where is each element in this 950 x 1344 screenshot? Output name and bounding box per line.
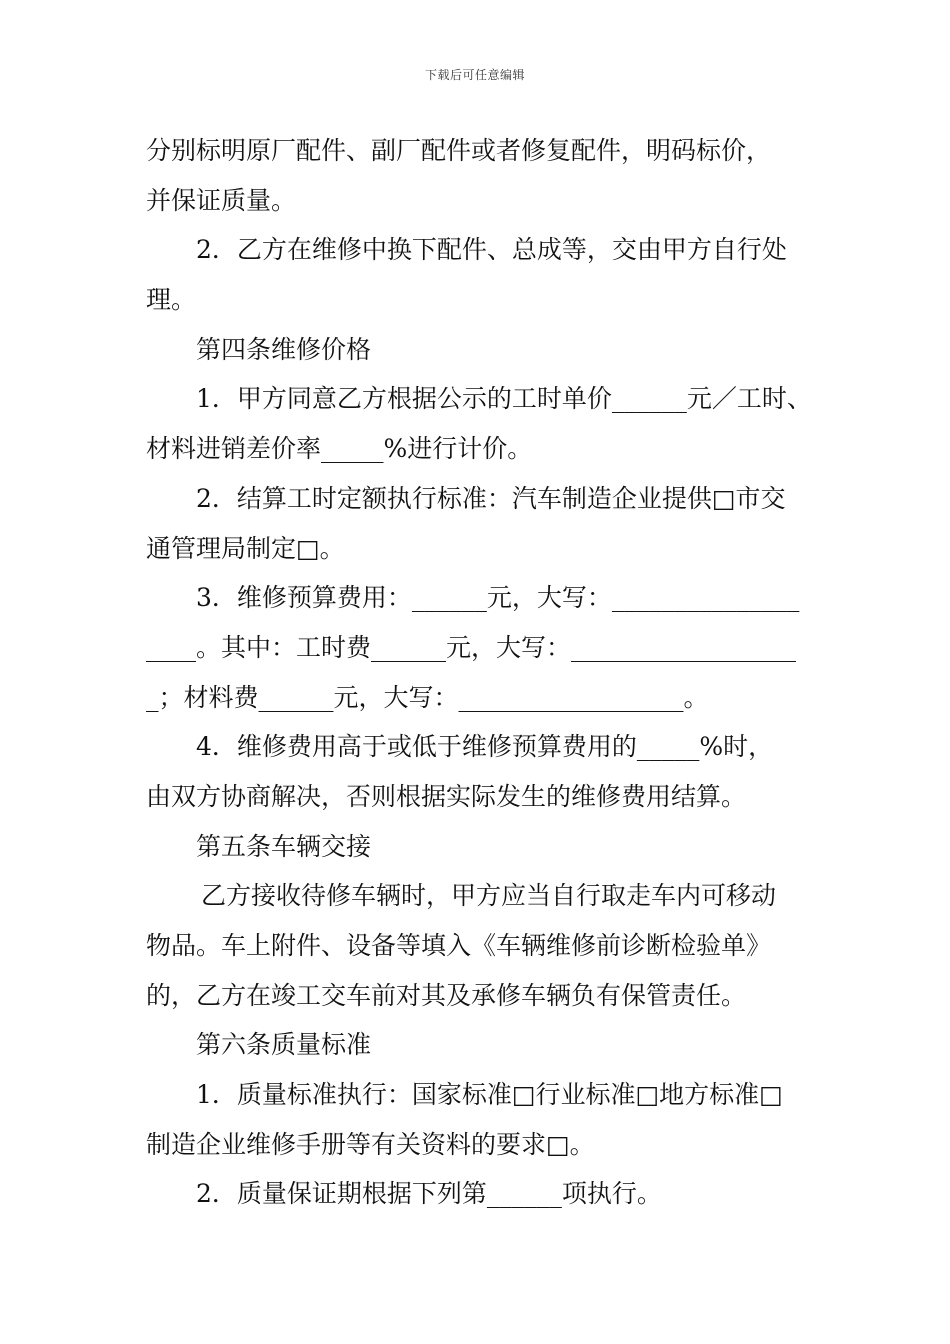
text-line: 2．结算工时定额执行标准：汽车制造企业提供□市交	[196, 483, 786, 513]
text-line: 3．维修预算费用：______元，大写：_______________	[196, 583, 800, 613]
text-line: 并保证质量。	[146, 185, 297, 215]
text-line: 物品。车上附件、设备等填入《车辆维修前诊断检验单》	[146, 931, 772, 960]
section-heading: 第六条质量标准	[196, 1030, 372, 1060]
text-line: 分别标明原厂配件、副厂配件或者修复配件，明码标价，	[146, 136, 772, 165]
text-line: 的，乙方在竣工交车前对其及承修车辆负有保管责任。	[146, 980, 747, 1010]
text-line: ____。其中：工时费______元，大写：__________________	[146, 632, 797, 662]
text-line: 材料进销差价率_____%进行计价。	[146, 434, 533, 464]
text-line: 乙方接收待修车辆时，甲方应当自行取走车内可移动	[201, 881, 777, 911]
text-line: 理。	[146, 285, 197, 315]
section-heading: 第五条车辆交接	[196, 831, 372, 861]
text-line: 通管理局制定□。	[146, 533, 345, 563]
text-line: 1．质量标准执行：国家标准□行业标准□地方标准□	[196, 1080, 783, 1110]
text-line: 1．甲方同意乙方根据公示的工时单价______元／工时、	[196, 384, 812, 414]
text-line: 由双方协商解决，否则根据实际发生的维修费用结算。	[146, 781, 747, 811]
text-line: 2．质量保证期根据下列第______项执行。	[196, 1179, 662, 1209]
text-line: 4．维修费用高于或低于维修预算费用的_____%时，	[196, 732, 774, 762]
document-body	[146, 126, 816, 1219]
section-heading: 第四条维修价格	[196, 334, 372, 364]
page-header: 下载后可任意编辑	[424, 68, 525, 82]
text-line: 制造企业维修手册等有关资料的要求□。	[146, 1129, 595, 1159]
text-line: 2．乙方在维修中换下配件、总成等，交由甲方自行处	[196, 235, 787, 265]
text-line: _；材料费______元，大写：__________________。	[146, 682, 709, 712]
